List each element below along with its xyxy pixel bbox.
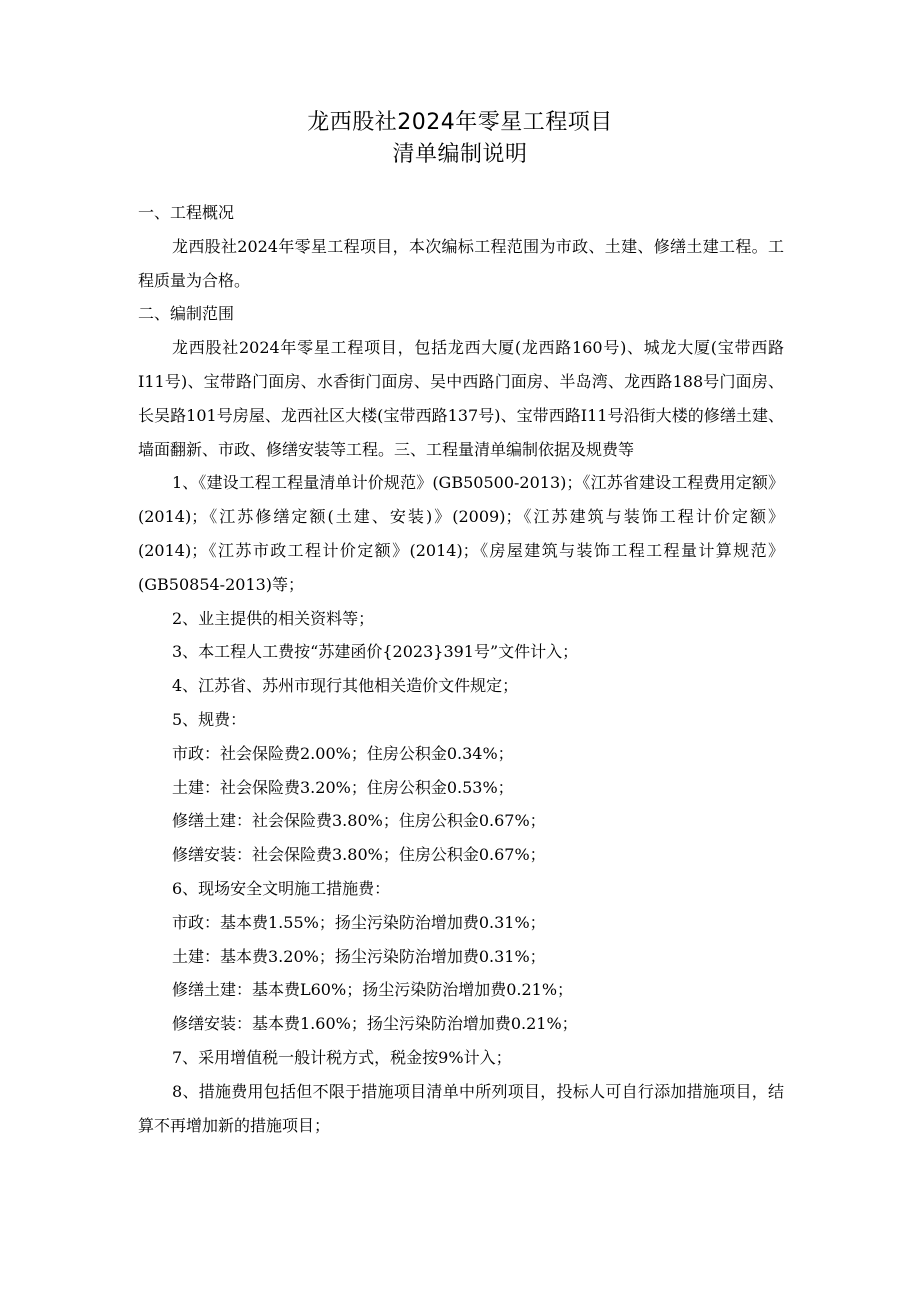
list-item: 3、本工程人工费按“苏建函价{2023}391号”文件计入；: [172, 642, 579, 662]
list-item: 市政：社会保险费2.00%；住房公积金0.34%；: [172, 743, 514, 763]
list-item: 土建：基本费3.20%；扬尘污染防治增加费0.31%；: [172, 946, 546, 966]
document-body: [138, 196, 784, 1142]
list-item: 6、现场安全文明施工措施费：: [172, 878, 391, 898]
list-item: 市政：基本费1.55%；扬尘污染防治增加费0.31%；: [172, 912, 546, 932]
list-item: 修缮土建：基本费L60%；扬尘污染防治增加费0.21%；: [172, 980, 574, 1000]
list-item: 修缮安装：社会保险费3.80%；住房公积金0.67%；: [172, 845, 546, 865]
paragraph: 1、《建设工程工程量清单计价规范》(GB50500-2013)；《江苏省建设工程费用定额》(2014)；《江苏修缮定额(土建、安装)》(2009)；《江苏建筑与装饰工程计价定额》(2014)；《江苏市政工程计价定额》(2014)；《房屋建筑与装饰工程工程量计算规范》(GB50854-2013)等；: [138, 473, 784, 594]
section-heading: 二、编制范围: [138, 304, 235, 324]
list-item: 修缮土建：社会保险费3.80%；住房公积金0.67%；: [172, 811, 546, 831]
list-item: 2、业主提供的相关资料等；: [172, 608, 375, 628]
section-heading: 一、工程概况: [138, 203, 235, 222]
list-item: 土建：社会保险费3.20%；住房公积金0.53%；: [172, 777, 514, 797]
list-item: 5、规费：: [172, 709, 247, 729]
document-title-line2: 清单编制说明: [392, 142, 528, 167]
list-item: 4、江苏省、苏州市现行其他相关造价文件规定；: [172, 676, 519, 696]
list-item: 7、采用增值税一般计税方式，税金按9%计入；: [172, 1047, 512, 1067]
list-item: 修缮安装：基本费1.60%；扬尘污染防治增加费0.21%；: [172, 1014, 578, 1034]
paragraph: 龙西股社2024年零星工程项目，包括龙西大厦(龙西路160号)、城龙大厦(宝带西路I11号)、宝带路门面房、水香街门面房、吴中西路门面房、半岛湾、龙西路188号门面房、长吴路101号房屋、龙西社区大楼(宝带西路137号)、宝带西路I11号沿街大楼的修缮土建、墙面翻新、市政、修缮安装等工程。三、工程量清单编制依据及规费等: [138, 338, 784, 459]
document-title-line1: 龙西股社2024年零星工程项目: [307, 110, 613, 135]
paragraph: 8、措施费用包括但不限于措施项目清单中所列项目，投标人可自行添加措施项目，结算不再增加新的措施项目；: [138, 1081, 784, 1135]
paragraph: 龙西股社2024年零星工程项目，本次编标工程范围为市政、土建、修缮土建工程。工程质量为合格。: [138, 236, 784, 290]
